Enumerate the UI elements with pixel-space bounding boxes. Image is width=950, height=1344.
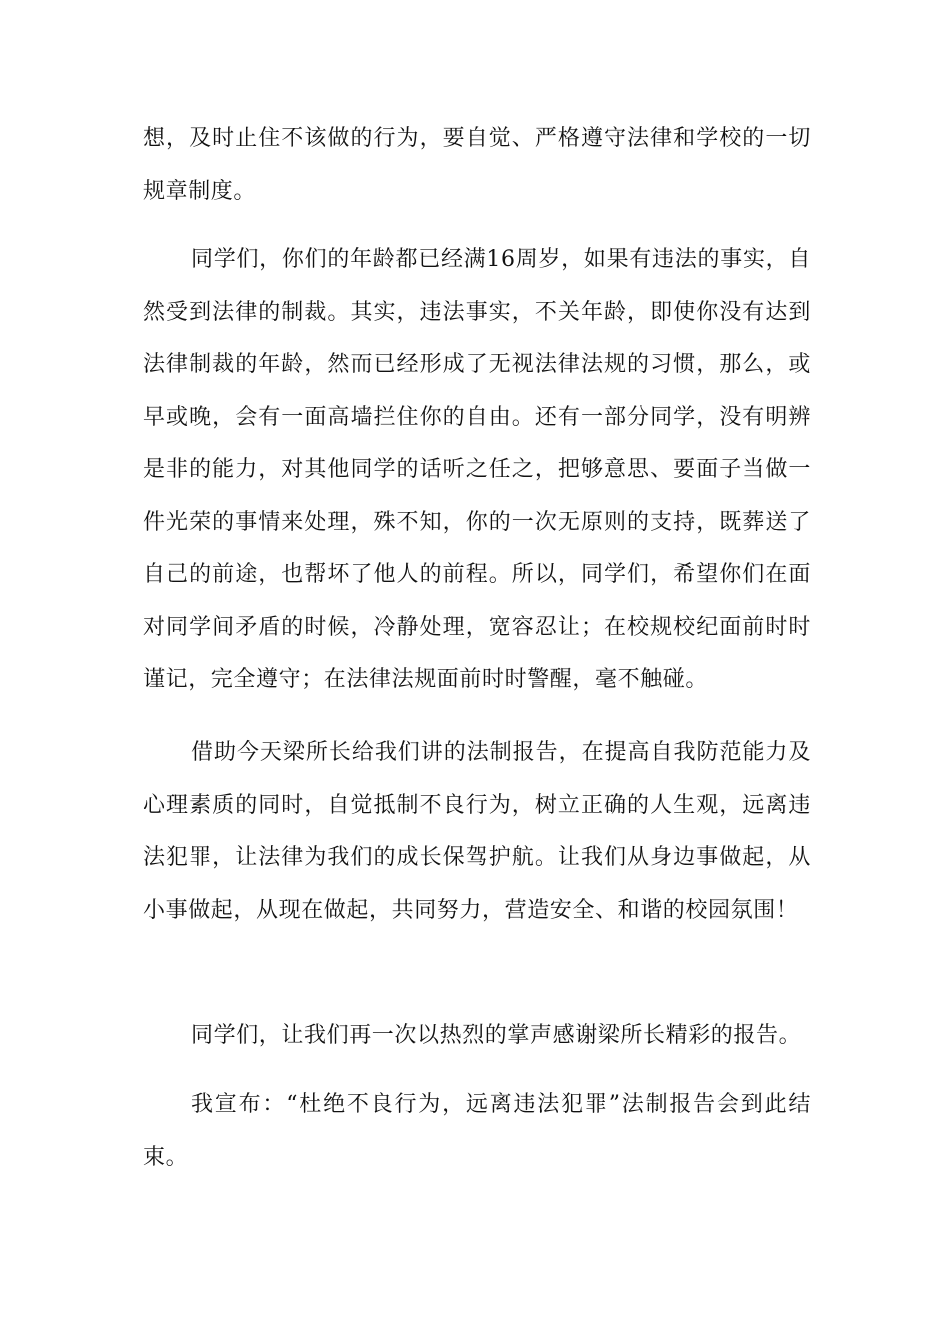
paragraph-legal-report: 借助今天梁所长给我们讲的法制报告，在提高自我防范能力及心理素质的同时，自觉抵制不良行为，树立正确的人生观，远离违法犯罪，让法律为我们的成长保驾护航。让我们从身边事做起，从小事做起，从现在做起，共同努力，营造安全、和谐的校园氛围！ — [143, 740, 811, 923]
paragraph-continuation: 想，及时止住不该做的行为，要自觉、严格遵守法律和学校的一切规章制度。 — [143, 126, 811, 204]
paragraph-age-and-law: 同学们，你们的年龄都已经满16周岁，如果有违法的事实，自然受到法律的制裁。其实，违法事实，不关年龄，即使你没有达到法律制裁的年龄，然而已经形成了无视法律法规的习惯，那么，或早或晚，会有一面高墙拦住你的自由。还有一部分同学，没有明辨是非的能力，对其他同学的话听之任之，把够意思、要面子当做一件光荣的事情来处理，殊不知，你的一次无原则的支持，既葬送了自己的前途，也帮坏了他人的前程。所以，同学们，希望你们在面对同学间矛盾的时候，冷静处理，宽容忍让；在校规校纪面前时时谨记，完全遵守；在法律法规面前时时警醒，毫不触碰。 — [143, 247, 811, 692]
paragraph-closing: 我宣布：“杜绝不良行为，远离违法犯罪”法制报告会到此结束。 — [143, 1092, 811, 1170]
paragraph-thanks: 同学们，让我们再一次以热烈的掌声感谢梁所长精彩的报告。 — [191, 1023, 802, 1048]
